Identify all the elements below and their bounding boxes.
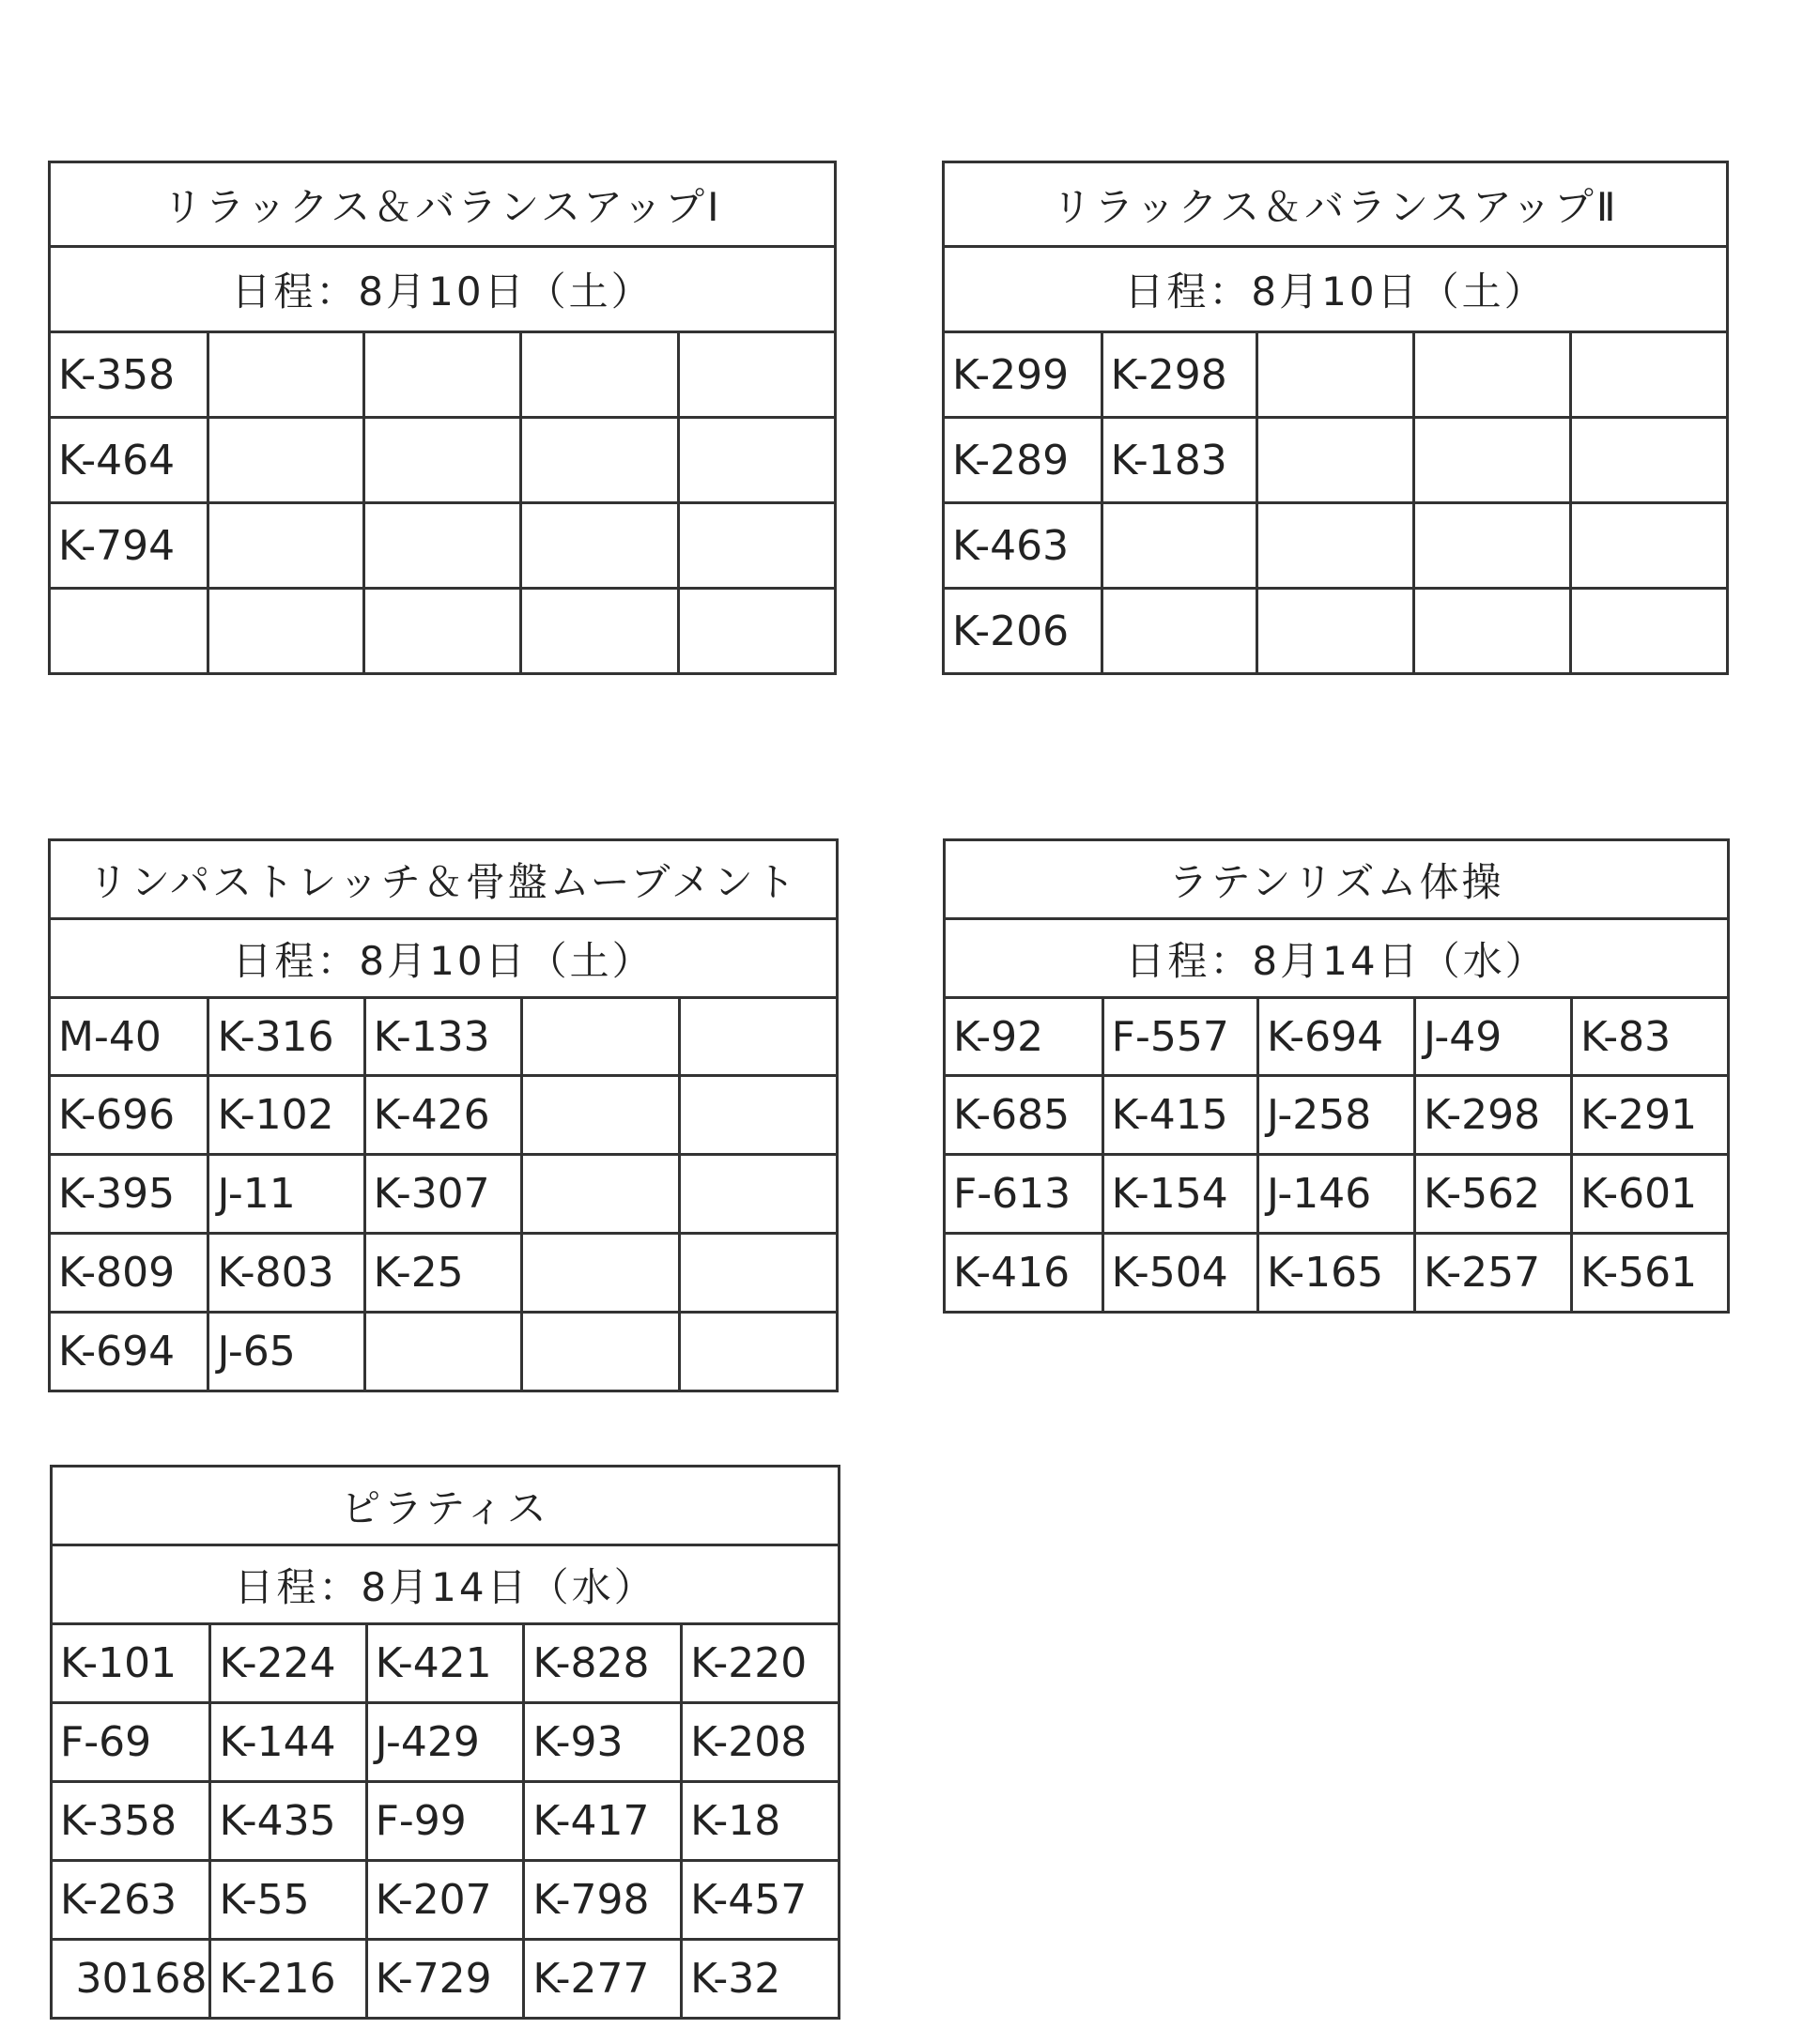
participant-cell [1413, 418, 1570, 503]
participant-cell: K-307 [364, 1155, 522, 1234]
participant-cell [521, 503, 678, 589]
participant-cell [522, 998, 680, 1076]
participant-cell: K-416 [945, 1234, 1103, 1313]
participant-cell: K-154 [1102, 1155, 1257, 1234]
participant-cell [678, 418, 835, 503]
participant-cell: K-803 [208, 1234, 364, 1313]
participant-cell: K-504 [1102, 1234, 1257, 1313]
participant-cell [364, 1313, 522, 1391]
table-title: ピラティス [52, 1467, 840, 1545]
participant-cell [1570, 503, 1727, 589]
participant-cell: K-685 [945, 1076, 1103, 1155]
participant-cell: M-40 [50, 998, 208, 1076]
schedule-table-latin-rhythm [943, 838, 1730, 1314]
participant-cell: K-83 [1571, 998, 1728, 1076]
participant-cell [1102, 503, 1256, 589]
table-date: 日程：8月14日（水） [52, 1545, 840, 1624]
participant-cell [680, 1155, 838, 1234]
participant-cell: K-206 [944, 589, 1102, 674]
participant-cell: K-257 [1414, 1234, 1571, 1313]
participant-cell: F-99 [366, 1782, 524, 1861]
participant-cell: K-289 [944, 418, 1102, 503]
participant-cell: K-32 [682, 1940, 840, 2019]
participant-cell: K-421 [366, 1624, 524, 1703]
participant-cell: K-291 [1571, 1076, 1728, 1155]
participant-cell: K-220 [682, 1624, 840, 1703]
participant-cell [680, 1076, 838, 1155]
participant-cell [1570, 589, 1727, 674]
participant-cell [363, 503, 520, 589]
participant-cell [1256, 589, 1413, 674]
table-title: ラテンリズム体操 [945, 840, 1729, 919]
participant-cell: K-426 [364, 1076, 522, 1155]
participant-cell [1570, 418, 1727, 503]
participant-cell [678, 589, 835, 674]
participant-cell [1256, 332, 1413, 418]
participant-cell: K-395 [50, 1155, 208, 1234]
participant-cell [208, 589, 364, 674]
participant-cell: K-208 [682, 1703, 840, 1782]
participant-cell: K-561 [1571, 1234, 1728, 1313]
participant-cell [1413, 332, 1570, 418]
participant-cell [208, 503, 364, 589]
participant-cell: K-298 [1102, 332, 1256, 418]
participant-cell: K-277 [524, 1940, 682, 2019]
participant-cell: J-11 [208, 1155, 364, 1234]
participant-cell [522, 1076, 680, 1155]
participant-cell: K-133 [364, 998, 522, 1076]
participant-cell [208, 418, 364, 503]
participant-cell [521, 418, 678, 503]
participant-cell: K-798 [524, 1861, 682, 1940]
participant-cell [680, 1234, 838, 1313]
participant-cell: K-165 [1257, 1234, 1414, 1313]
schedule-table-pilates [50, 1465, 840, 2020]
participant-cell [1413, 589, 1570, 674]
participant-cell: K-299 [944, 332, 1102, 418]
schedule-table-relax-balance-2 [942, 161, 1729, 675]
table-date: 日程：8月14日（水） [945, 919, 1729, 998]
participant-cell: K-435 [210, 1782, 366, 1861]
participant-cell [678, 503, 835, 589]
participant-cell: F-613 [945, 1155, 1103, 1234]
participant-cell: K-207 [366, 1861, 524, 1940]
participant-cell: K-601 [1571, 1155, 1728, 1234]
participant-cell [521, 589, 678, 674]
participant-cell [521, 332, 678, 418]
participant-cell [1256, 418, 1413, 503]
participant-cell: K-101 [52, 1624, 210, 1703]
participant-cell: K-358 [50, 332, 208, 418]
participant-cell: K-417 [524, 1782, 682, 1861]
participant-cell: K-828 [524, 1624, 682, 1703]
participant-cell: K-415 [1102, 1076, 1257, 1155]
participant-cell [208, 332, 364, 418]
participant-cell [363, 589, 520, 674]
participant-cell: K-809 [50, 1234, 208, 1313]
participant-cell: K-694 [1257, 998, 1414, 1076]
participant-cell: K-224 [210, 1624, 366, 1703]
participant-cell: K-729 [366, 1940, 524, 2019]
table-date: 日程：8月10日（土） [50, 919, 838, 998]
participant-cell: K-92 [945, 998, 1103, 1076]
participant-cell: K-794 [50, 503, 208, 589]
participant-cell [522, 1155, 680, 1234]
participant-cell: J-429 [366, 1703, 524, 1782]
participant-cell: K-102 [208, 1076, 364, 1155]
table-date: 日程：8月10日（土） [944, 247, 1728, 332]
participant-cell [50, 589, 208, 674]
participant-cell: J-258 [1257, 1076, 1414, 1155]
participant-cell: K-694 [50, 1313, 208, 1391]
participant-cell: K-562 [1414, 1155, 1571, 1234]
participant-cell: K-25 [364, 1234, 522, 1313]
participant-cell: K-144 [210, 1703, 366, 1782]
participant-cell: K-463 [944, 503, 1102, 589]
schedule-table-lymph-stretch [48, 838, 839, 1392]
participant-cell: F-557 [1102, 998, 1257, 1076]
participant-cell [680, 998, 838, 1076]
table-title: リラックス＆バランスアップⅠ [50, 162, 836, 247]
participant-cell [1570, 332, 1727, 418]
participant-cell: K-696 [50, 1076, 208, 1155]
participant-cell: J-49 [1414, 998, 1571, 1076]
participant-cell [363, 418, 520, 503]
participant-cell [1256, 503, 1413, 589]
participant-cell: K-93 [524, 1703, 682, 1782]
participant-cell [1413, 503, 1570, 589]
participant-cell: K-298 [1414, 1076, 1571, 1155]
participant-cell [680, 1313, 838, 1391]
table-title: リラックス＆バランスアップⅡ [944, 162, 1728, 247]
participant-cell [522, 1313, 680, 1391]
participant-cell: K-55 [210, 1861, 366, 1940]
participant-cell: K-464 [50, 418, 208, 503]
participant-cell: K-263 [52, 1861, 210, 1940]
participant-cell [678, 332, 835, 418]
participant-cell [1102, 589, 1256, 674]
participant-cell: F-69 [52, 1703, 210, 1782]
participant-cell [522, 1234, 680, 1313]
participant-cell: J-65 [208, 1313, 364, 1391]
table-title: リンパストレッチ＆骨盤ムーブメント [50, 840, 838, 919]
participant-cell: K-216 [210, 1940, 366, 2019]
participant-cell: K-457 [682, 1861, 840, 1940]
participant-cell: K-316 [208, 998, 364, 1076]
schedule-table-relax-balance-1 [48, 161, 837, 675]
participant-cell: K-183 [1102, 418, 1256, 503]
participant-cell: J-146 [1257, 1155, 1414, 1234]
participant-cell [363, 332, 520, 418]
table-date: 日程：8月10日（土） [50, 247, 836, 332]
participant-cell: K-18 [682, 1782, 840, 1861]
participant-cell: 30168 [52, 1940, 210, 2019]
participant-cell: K-358 [52, 1782, 210, 1861]
